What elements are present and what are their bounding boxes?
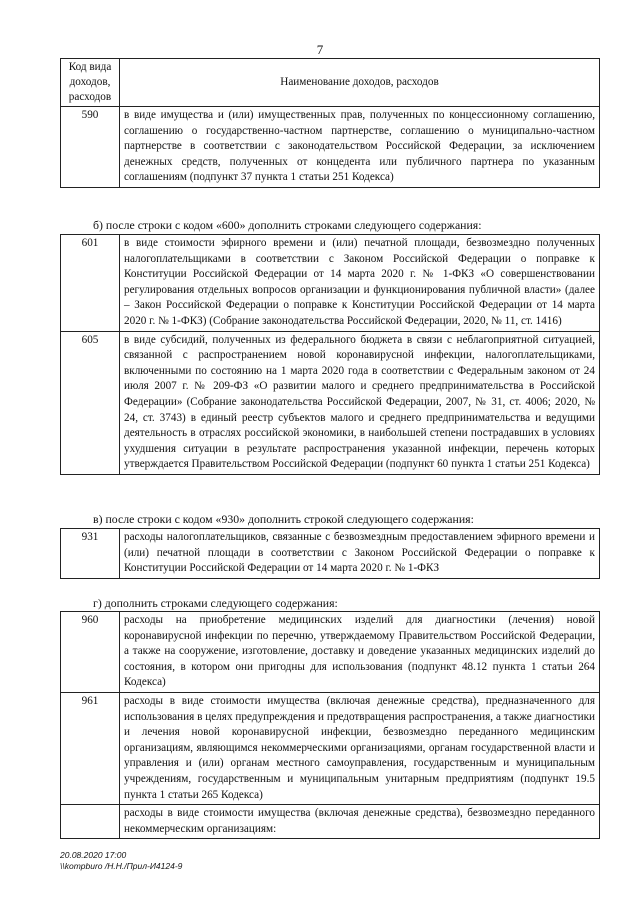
row-code bbox=[61, 805, 120, 839]
header-name-cell: Наименование доходов, расходов bbox=[120, 59, 600, 107]
row-text: расходы налогоплательщиков, связанные с безвозмездным предоставлением эфирного времени и (или) печатной площади в соответствии с Законом Российской Федерации о поправке к Конституции Российской Федерации от 14 марта 2020 г. № 1-ФКЗ bbox=[120, 529, 600, 579]
table-row bbox=[61, 331, 600, 474]
footer-file-path: \\kompburo /Н.Н./Прил-И4124-9 bbox=[60, 861, 183, 871]
row-text: расходы в виде стоимости имущества (включая денежные средства), предназначенного для использования в целях предупреждения и предотвращения распространения, а также диагностики и лечения новой коронавирусной инфекции, безвозмездно переданного медицинским организациям, являющимся некоммерческими организациями, органам государственной власти и управления и (или) органам местного самоуправления, государственным и муниципальным учреждениям, государственным и муниципальным унитарным предприятиям (подпункт 19.5 пункта 1 статьи 265 Кодекса) bbox=[120, 692, 600, 804]
page-number: 7 bbox=[316, 42, 324, 57]
header-code-cell: Код вида доходов, расходов bbox=[61, 59, 120, 107]
table-row bbox=[61, 805, 600, 839]
row-code: 601 bbox=[61, 235, 120, 332]
expense-table-v bbox=[60, 528, 600, 579]
table-row bbox=[61, 107, 600, 188]
income-table-header bbox=[60, 58, 600, 188]
footer bbox=[60, 850, 182, 872]
row-text: расходы в виде стоимости имущества (включая денежные средства), безвозмездно переданного некоммерческим организациям: bbox=[120, 805, 600, 839]
income-table-b bbox=[60, 234, 600, 475]
table-header-row bbox=[61, 59, 600, 107]
table-row bbox=[61, 612, 600, 693]
table-row bbox=[61, 529, 600, 579]
row-code: 590 bbox=[61, 107, 120, 188]
row-code: 961 bbox=[61, 692, 120, 804]
table-row bbox=[61, 692, 600, 804]
intro-v: в) после строки с кодом «930» дополнить строкой следующего содержания: bbox=[93, 512, 474, 526]
row-text: в виде имущества и (или) имущественных прав, полученных по концессионному соглашению, соглашению о государственно-частном партнерстве, соглашению о муниципально-частном партнерстве в соответствии с законодательством Российской Федерации, за исключением денежных средств, полученных от концедента или публичного партнера по указанным соглашениям (подпункт 37 пункта 1 статьи 251 Кодекса) bbox=[120, 107, 600, 188]
row-code: 605 bbox=[61, 331, 120, 474]
row-code: 931 bbox=[61, 529, 120, 579]
row-text: расходы на приобретение медицинских изделий для диагностики (лечения) новой коронавирусной инфекции по перечню, утверждаемому Правительством Российской Федерации, а также на сооружение, изготовление, доставку и доведение указанных медицинских изделий до состояния, в котором они пригодны для использования (подпункт 48.12 пункта 1 статьи 264 Кодекса) bbox=[120, 612, 600, 693]
row-text: в виде субсидий, полученных из федерального бюджета в связи с неблагоприятной ситуацией, связанной с распространением новой коронавирусной инфекции, налогоплательщиками, включенными по состоянию на 1 марта 2020 года в соответствии с Федеральным законом от 24 июля 2007 г. № 209-ФЗ «О развитии малого и среднего предпринимательства в Российской Федерации» (Собрание законодательства Российской Федерации, 2007, № 31, ст. 4006; 2020, № 24, ст. 3743) в единый реестр субъектов малого и среднего предпринимательства и ведущими деятельность в отраслях российской экономики, в наибольшей степени пострадавших в условиях ухудшения ситуации в результате распространения указанной инфекции, перечень которых утверждается Правительством Российской Федерации (подпункт 60 пункта 1 статьи 251 Кодекса) bbox=[120, 331, 600, 474]
table-row bbox=[61, 235, 600, 332]
intro-g: г) дополнить строками следующего содержания: bbox=[93, 596, 338, 610]
row-code: 960 bbox=[61, 612, 120, 693]
expense-table-g bbox=[60, 611, 600, 839]
row-text: в виде стоимости эфирного времени и (или) печатной площади, безвозмездно полученных налогоплательщиками в соответствии с Законом Российской Федерации о поправке к Конституции Российской Федерации от 14 марта 2020 г. № 1-ФКЗ «О совершенствовании регулирования отдельных вопросов организации и функционирования публичной власти» (далее – Закон Российской Федерации о поправке к Конституции Российской Федерации от 14 марта 2020 г. № 1-ФКЗ) (Собрание законодательства Российской Федерации, 2020, № 11, ст. 1416) bbox=[120, 235, 600, 332]
intro-b: б) после строки с кодом «600» дополнить строками следующего содержания: bbox=[93, 218, 482, 232]
footer-timestamp: 20.08.2020 17:00 bbox=[60, 850, 127, 860]
